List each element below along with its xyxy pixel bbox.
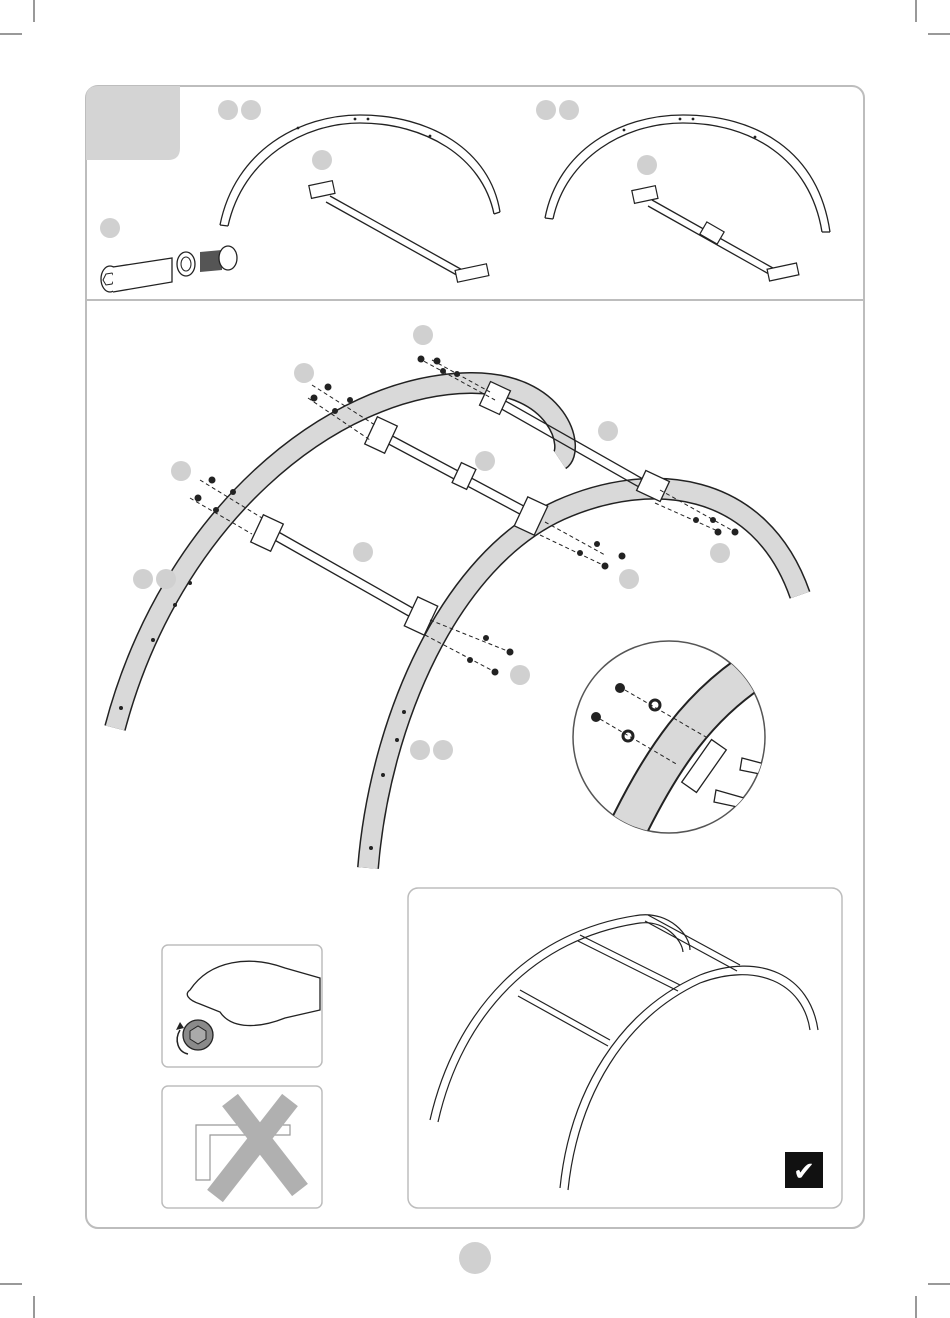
part-crossbar-b — [632, 186, 799, 281]
check-mark-glyph: ✔ — [793, 1157, 815, 1187]
arch-a-badge-1 — [218, 100, 238, 120]
part-bolt-set — [101, 246, 237, 292]
step-number-tab — [86, 86, 180, 160]
bolt-badge — [100, 218, 120, 238]
zoom-detail — [573, 641, 772, 845]
part-arch-a — [220, 115, 500, 226]
arch-a-badge-2 — [241, 100, 261, 120]
crossbar-b-badge — [637, 155, 657, 175]
page-number-badge — [459, 1242, 491, 1274]
check-mark-icon — [785, 1152, 823, 1188]
arch-b-badge-2 — [559, 100, 579, 120]
result-box — [408, 888, 842, 1208]
part-arch-b — [545, 115, 830, 232]
crossbar-a-badge — [312, 150, 332, 170]
assembly-nuts — [195, 356, 739, 676]
part-crossbar-a — [309, 181, 489, 283]
arch-b-badge-1 — [536, 100, 556, 120]
assembly-fasteners — [190, 358, 735, 672]
